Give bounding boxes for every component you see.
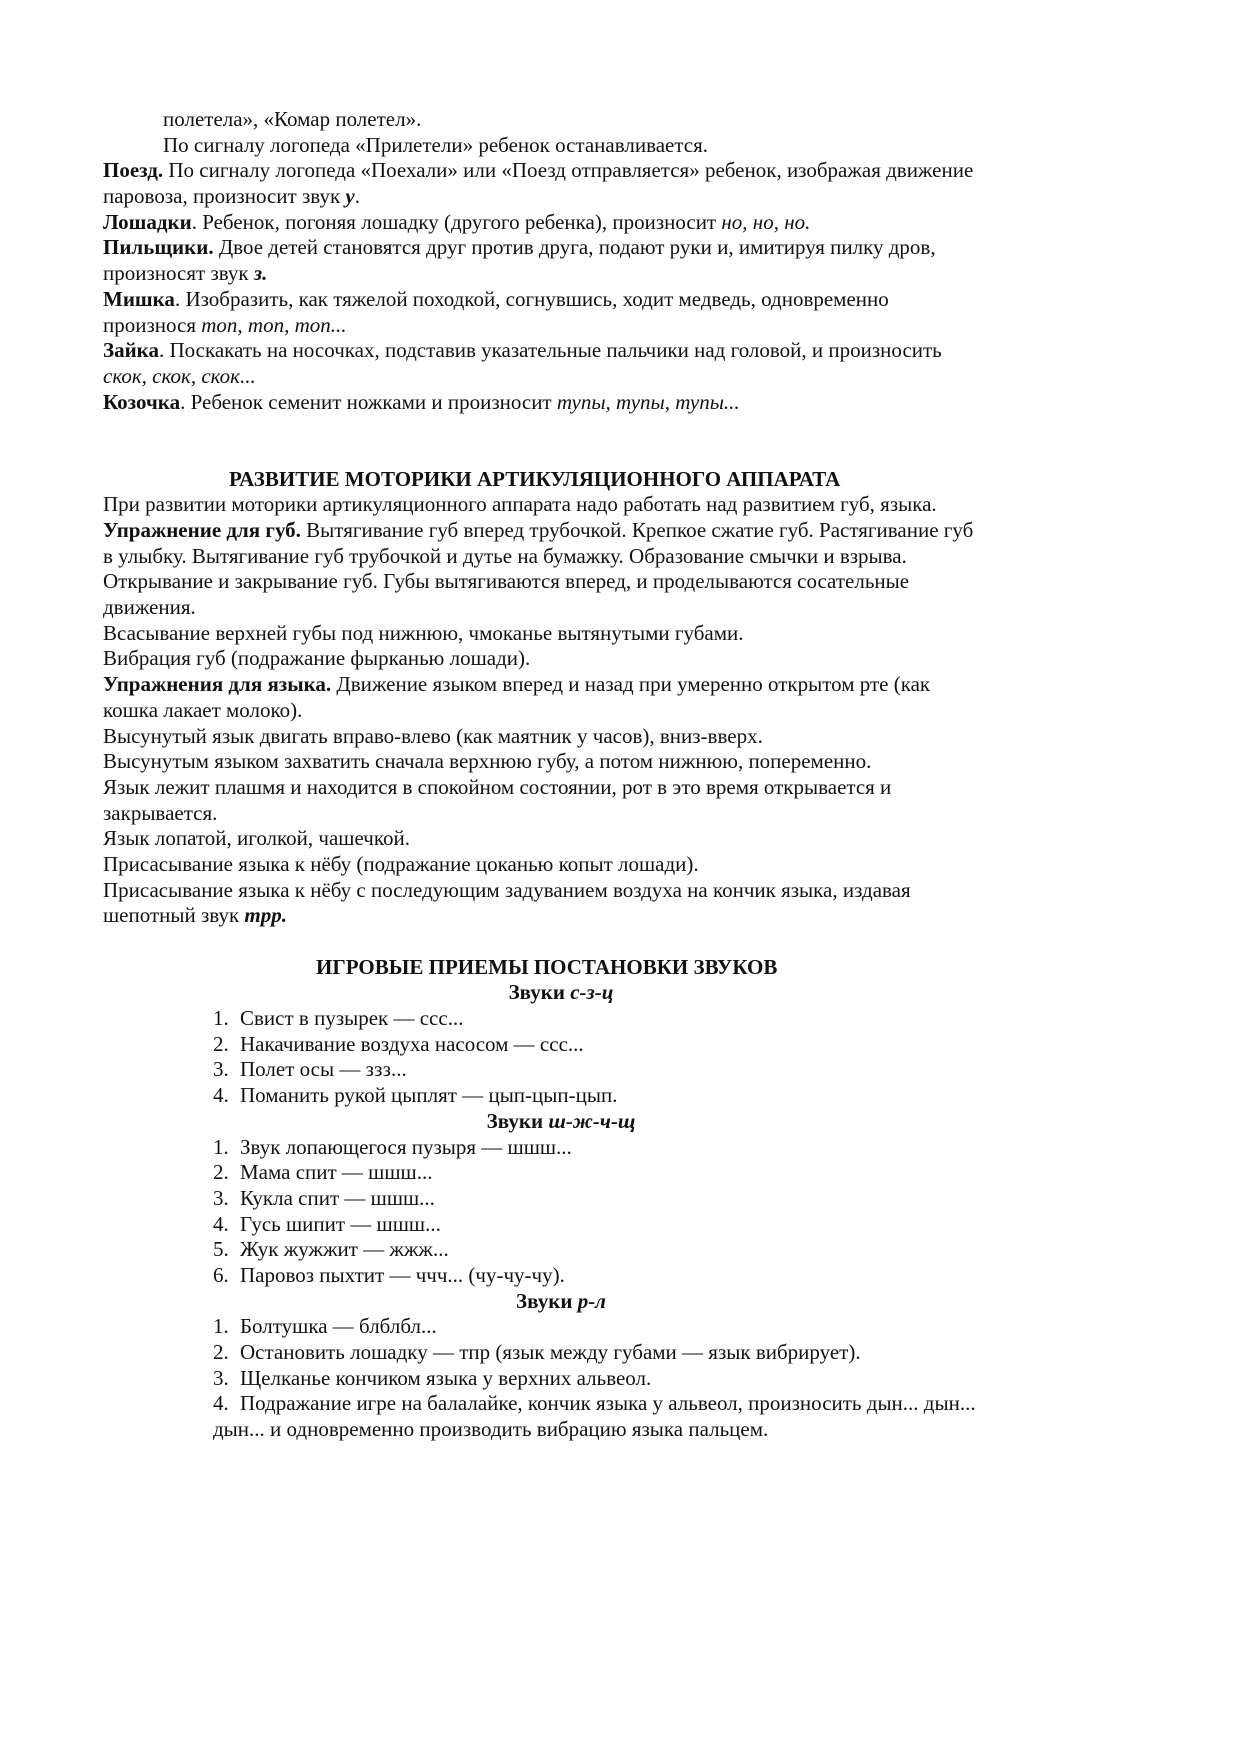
- bold-term: Пильщики.: [103, 235, 214, 260]
- text-run: Присасывание языка к нёбу (подражание цоканью копыт лошади).: [103, 851, 699, 876]
- text-line: [0, 1160, 1241, 1186]
- list-number: 4.: [213, 1211, 229, 1236]
- text-run: . Изобразить, как тяжелой походкой, согнувшись, ходит медведь, одновременно: [174, 286, 889, 311]
- text-run: произнося: [103, 312, 202, 337]
- emphasis-text: топ, топ, топ...: [201, 312, 347, 337]
- text-run: Высунутым языком захватить сначала верхнюю губу, а потом нижнюю, попеременно.: [103, 749, 872, 774]
- text-line: [0, 287, 1241, 313]
- text-line: [0, 1135, 1241, 1161]
- list-number: 1.: [213, 1134, 229, 1159]
- text-line: [0, 852, 1241, 878]
- text-run: в улыбку. Вытягивание губ трубочкой и дутье на бумажку. Образование смычки и взрыва.: [103, 543, 907, 568]
- heading-line: [0, 955, 1241, 981]
- text-line: [0, 261, 1241, 287]
- emphasis-text: ш-ж-ч-щ: [548, 1108, 636, 1133]
- emphasis-text: скок, скок, скок...: [103, 363, 256, 388]
- text-run: Болтушка — блблбл...: [240, 1314, 437, 1339]
- text-line: [0, 1083, 1241, 1109]
- blank-line: [0, 415, 1241, 441]
- text-run: Звук лопающегося пузыря — шшш...: [240, 1134, 572, 1159]
- emphasis-text: с-з-ц: [570, 980, 614, 1005]
- text-run: Мама спит — шшш...: [240, 1160, 433, 1185]
- text-run: . Поскакать на носочках, подставив указательные пальчики над головой, и произносить: [158, 338, 942, 363]
- text-line: [0, 724, 1241, 750]
- blank-line: [0, 441, 1241, 467]
- text-run: Язык лопатой, иголкой, чашечкой.: [103, 826, 410, 851]
- text-line: [0, 1314, 1241, 1340]
- emphasis-text: р-л: [577, 1288, 606, 1313]
- text-run: паровоза, произносит звук: [103, 184, 346, 209]
- text-run: Остановить лошадку — тпр (язык между губами — язык вибрирует).: [240, 1340, 861, 1364]
- bold-term: Упражнение для губ.: [103, 518, 301, 542]
- list-number: 4.: [213, 1391, 229, 1416]
- text-line: [0, 1006, 1241, 1032]
- text-run: Открывание и закрывание губ. Губы вытягиваются вперед, и проделываются сосательные: [103, 569, 910, 594]
- text-line: [0, 107, 1241, 133]
- text-line: [0, 801, 1241, 827]
- text-line: [0, 775, 1241, 801]
- text-line: [0, 313, 1241, 339]
- text-run: .: [354, 184, 360, 209]
- list-number: 1.: [213, 1314, 229, 1339]
- text-run: закрывается.: [103, 800, 218, 825]
- text-line: [0, 878, 1241, 904]
- bold-term: Звуки: [516, 1288, 578, 1313]
- heading-line: [0, 1109, 1122, 1135]
- bold-term: Упражнения для языка.: [103, 672, 332, 697]
- text-run: . Ребенок, погоняя лошадку (другого ребенка), произносит: [191, 209, 722, 234]
- text-line: [0, 672, 1241, 698]
- text-run: Движение языком вперед и назад при умеренно открытом рте (как: [331, 672, 931, 697]
- text-line: [0, 1417, 1241, 1443]
- text-run: Вытягивание губ вперед трубочкой. Крепкое сжатие губ. Растягивание губ: [300, 518, 974, 542]
- text-line: [0, 1032, 1241, 1058]
- text-run: движения.: [103, 595, 196, 620]
- bold-term: Зайка: [103, 338, 159, 363]
- text-line: [0, 903, 1241, 929]
- heading-line: [0, 980, 1122, 1006]
- list-number: 2.: [213, 1031, 229, 1056]
- text-line: [0, 595, 1241, 621]
- text-run: Паровоз пыхтит — ччч... (чу-чу-чу).: [240, 1262, 565, 1287]
- text-run: Высунутый язык двигать вправо-влево (как маятник у часов), вниз-вверх.: [103, 723, 763, 748]
- list-number: 6.: [213, 1262, 229, 1287]
- text-line: [0, 826, 1241, 852]
- text-run: Свист в пузырек — ссс...: [240, 1006, 464, 1031]
- text-line: [0, 133, 1241, 159]
- text-run: шепотный звук: [103, 903, 245, 928]
- text-run: Щелканье кончиком языка у верхних альвеол.: [240, 1365, 652, 1390]
- emphasis-text: но, но, но.: [721, 209, 811, 234]
- text-line: [0, 698, 1241, 724]
- text-line: [0, 518, 1241, 544]
- text-line: [0, 1340, 1241, 1366]
- text-run: кошка лакает молоко).: [103, 697, 303, 722]
- text-run: ИГРОВЫЕ ПРИЕМЫ ПОСТАНОВКИ ЗВУКОВ: [316, 954, 778, 979]
- list-number: 2.: [213, 1340, 229, 1364]
- emphasis-text: тупы, тупы, тупы...: [556, 389, 740, 414]
- heading-line: [0, 467, 1241, 493]
- text-line: [0, 210, 1241, 236]
- text-line: [0, 1237, 1241, 1263]
- emphasis-text: трр.: [244, 903, 288, 928]
- text-line: [0, 646, 1241, 672]
- emphasis-text: з.: [253, 261, 268, 286]
- text-run: Жук жужжит — жжж...: [240, 1237, 449, 1262]
- text-line: [0, 1057, 1241, 1083]
- blank-line: [0, 929, 1241, 955]
- text-run: Присасывание языка к нёбу с последующим задуванием воздуха на кончик языка, издавая: [103, 877, 911, 902]
- text-run: Вибрация губ (подражание фырканью лошади).: [103, 646, 531, 671]
- text-line: [0, 492, 1241, 518]
- text-run: При развитии моторики артикуляционного аппарата надо работать над развитием губ, языка.: [103, 492, 937, 517]
- emphasis-text: у: [345, 184, 355, 209]
- text-line: [0, 235, 1241, 261]
- list-number: 1.: [213, 1006, 229, 1031]
- text-run: Язык лежит плашмя и находится в спокойном состоянии, рот в это время открывается и: [103, 774, 892, 799]
- text-line: [0, 749, 1241, 775]
- text-line: [0, 1366, 1241, 1392]
- text-line: [0, 1263, 1241, 1289]
- text-line: [0, 184, 1241, 210]
- bold-term: Лошадки: [103, 209, 192, 234]
- bold-term: Звуки: [508, 980, 571, 1005]
- text-run: Подражание игре на балалайке, кончик языка у альвеол, произносить дын... дын...: [240, 1391, 976, 1416]
- list-number: 5.: [213, 1237, 229, 1262]
- text-run: Гусь шипит — шшш...: [240, 1211, 441, 1236]
- text-line: [0, 364, 1241, 390]
- text-line: [0, 621, 1241, 647]
- text-run: Всасывание верхней губы под нижнюю, чмоканье вытянутыми губами.: [103, 620, 744, 645]
- text-line: [0, 338, 1241, 364]
- text-run: Накачивание воздуха насосом — ссс...: [240, 1031, 584, 1056]
- text-run: произносят звук: [103, 261, 254, 286]
- text-line: [0, 544, 1241, 570]
- bold-term: Козочка: [103, 389, 181, 414]
- text-run: . Ребенок семенит ножками и произносит: [180, 389, 557, 414]
- bold-term: Звуки: [486, 1108, 549, 1133]
- document-page: [0, 107, 1241, 1443]
- text-run: Поманить рукой цыплят — цып-цып-цып.: [240, 1083, 618, 1108]
- text-line: [0, 569, 1241, 595]
- text-run: Полет осы — ззз...: [240, 1057, 407, 1082]
- list-number: 3.: [213, 1185, 229, 1210]
- text-run: дын... и одновременно производить вибрацию языка пальцем.: [213, 1417, 769, 1442]
- bold-term: Поезд.: [103, 158, 164, 183]
- bold-term: Мишка: [103, 286, 175, 311]
- text-run: По сигналу логопеда «Поехали» или «Поезд отправляется» ребенок, изображая движение: [163, 158, 974, 183]
- text-run: Кукла спит — шшш...: [240, 1185, 435, 1210]
- text-line: [0, 1391, 1241, 1417]
- list-number: 4.: [213, 1083, 229, 1108]
- text-line: [0, 1212, 1241, 1238]
- heading-line: [0, 1289, 1122, 1315]
- text-run: РАЗВИТИЕ МОТОРИКИ АРТИКУЛЯЦИОННОГО АППАРАТА: [229, 466, 841, 491]
- list-number: 2.: [213, 1160, 229, 1185]
- text-line: [0, 1186, 1241, 1212]
- text-line: [0, 158, 1241, 184]
- list-number: 3.: [213, 1365, 229, 1390]
- text-run: По сигналу логопеда «Прилетели» ребенок останавливается.: [163, 132, 709, 157]
- text-run: Двое детей становятся друг против друга, подают руки и, имитируя пилку дров,: [213, 235, 936, 260]
- text-run: полетела», «Комар полетел».: [163, 107, 422, 131]
- list-number: 3.: [213, 1057, 229, 1082]
- text-line: [0, 390, 1241, 416]
